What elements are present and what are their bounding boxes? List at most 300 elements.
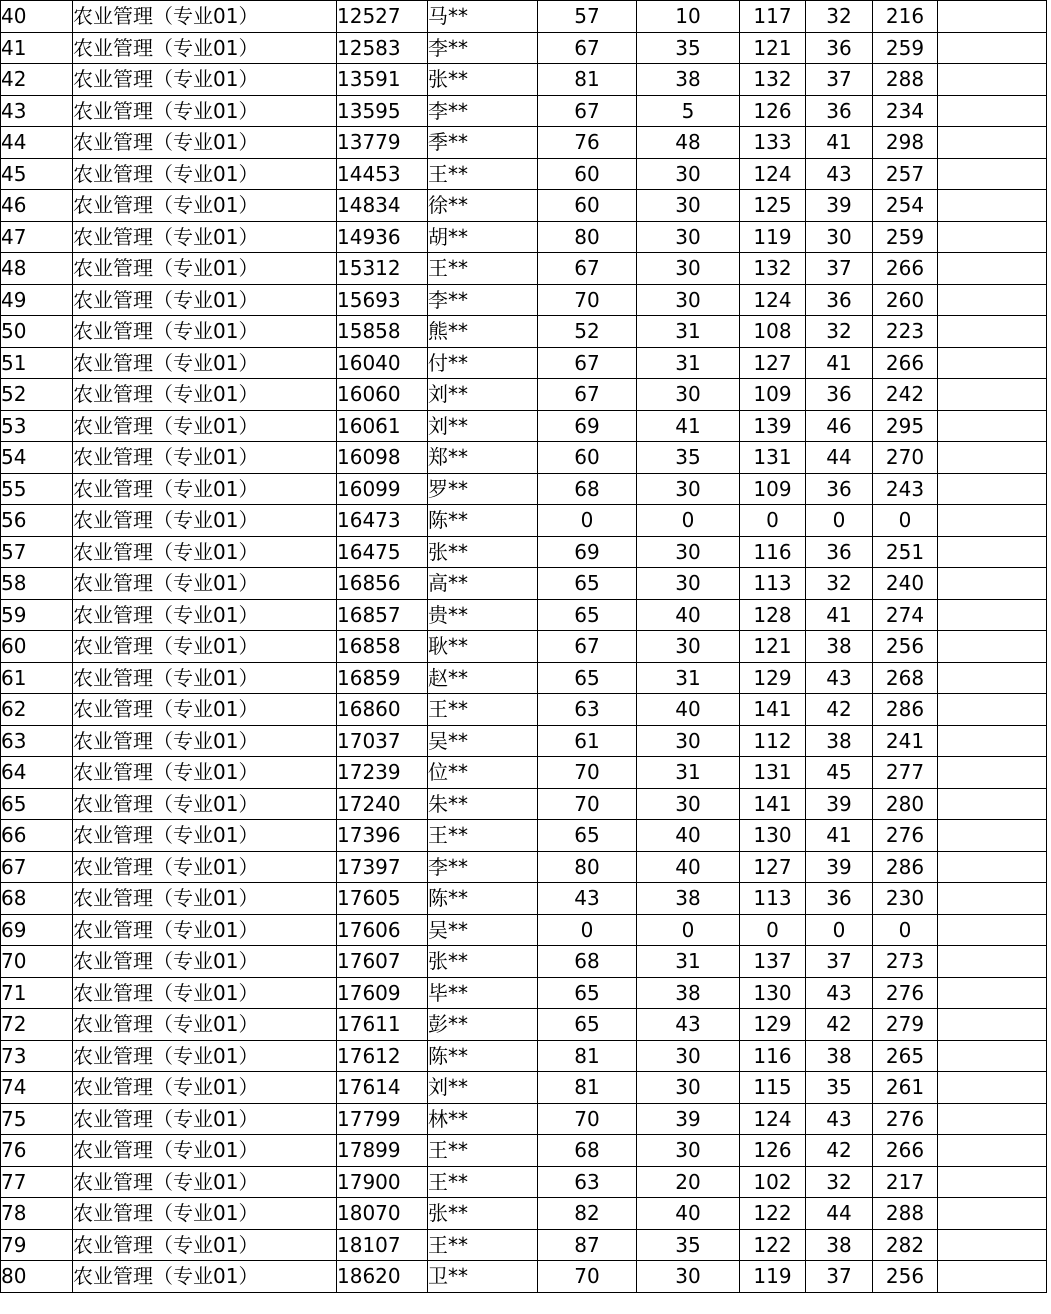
student-id-cell: 16858 [337,631,428,663]
student-id-cell: 15312 [337,253,428,285]
table-row [1,442,1047,474]
score-subject-1-cell: 108 [740,316,806,348]
major-name-cell: 农业管理（专业01） [73,190,337,222]
major-name-cell: 农业管理（专业01） [73,851,337,883]
score-total-cell: 266 [873,1135,938,1167]
score-total-cell: 251 [873,536,938,568]
score-politics-cell: 65 [538,1009,637,1041]
score-foreign-language-cell: 20 [637,1166,740,1198]
table-row [1,757,1047,789]
row-number-cell: 48 [1,253,73,285]
row-number-cell: 73 [1,1040,73,1072]
table-row [1,32,1047,64]
score-politics-cell: 70 [538,284,637,316]
row-number-cell: 43 [1,95,73,127]
table-row [1,851,1047,883]
score-foreign-language-cell: 31 [637,662,740,694]
table-row [1,977,1047,1009]
score-subject-1-cell: 0 [740,914,806,946]
score-foreign-language-cell: 30 [637,379,740,411]
score-subject-2-cell: 43 [806,977,873,1009]
score-foreign-language-cell: 30 [637,284,740,316]
student-name-cell: 罗** [428,473,538,505]
score-subject-1-cell: 116 [740,536,806,568]
student-id-cell: 14834 [337,190,428,222]
student-id-cell: 17037 [337,725,428,757]
score-foreign-language-cell: 30 [637,221,740,253]
student-id-cell: 17614 [337,1072,428,1104]
student-id-cell: 17799 [337,1103,428,1135]
table-row [1,253,1047,285]
major-name-cell: 农业管理（专业01） [73,1135,337,1167]
score-subject-1-cell: 127 [740,851,806,883]
note-cell [938,158,1047,190]
score-total-cell: 0 [873,505,938,537]
student-name-cell: 赵** [428,662,538,694]
score-subject-1-cell: 124 [740,158,806,190]
major-name-cell: 农业管理（专业01） [73,32,337,64]
major-name-cell: 农业管理（专业01） [73,946,337,978]
note-cell [938,410,1047,442]
student-id-cell: 17899 [337,1135,428,1167]
student-name-cell: 张** [428,64,538,96]
score-subject-2-cell: 38 [806,1040,873,1072]
score-total-cell: 265 [873,1040,938,1072]
score-subject-2-cell: 42 [806,1135,873,1167]
major-name-cell: 农业管理（专业01） [73,820,337,852]
score-subject-2-cell: 43 [806,662,873,694]
score-foreign-language-cell: 30 [637,1040,740,1072]
score-total-cell: 230 [873,883,938,915]
score-politics-cell: 68 [538,473,637,505]
row-number-cell: 54 [1,442,73,474]
score-subject-2-cell: 43 [806,158,873,190]
score-foreign-language-cell: 40 [637,1198,740,1230]
note-cell [938,284,1047,316]
score-subject-1-cell: 133 [740,127,806,159]
table-row [1,410,1047,442]
score-total-cell: 273 [873,946,938,978]
score-subject-1-cell: 122 [740,1198,806,1230]
score-subject-2-cell: 43 [806,1103,873,1135]
student-id-cell: 16099 [337,473,428,505]
student-name-cell: 刘** [428,1072,538,1104]
score-politics-cell: 70 [538,788,637,820]
student-id-cell: 13591 [337,64,428,96]
table-row [1,473,1047,505]
row-number-cell: 49 [1,284,73,316]
student-name-cell: 耿** [428,631,538,663]
score-subject-1-cell: 117 [740,1,806,33]
score-subject-1-cell: 126 [740,95,806,127]
score-subject-1-cell: 113 [740,568,806,600]
table-row [1,820,1047,852]
row-number-cell: 65 [1,788,73,820]
student-id-cell: 17239 [337,757,428,789]
row-number-cell: 78 [1,1198,73,1230]
score-politics-cell: 67 [538,347,637,379]
student-id-cell: 12583 [337,32,428,64]
student-id-cell: 17605 [337,883,428,915]
note-cell [938,820,1047,852]
score-foreign-language-cell: 41 [637,410,740,442]
note-cell [938,221,1047,253]
row-number-cell: 70 [1,946,73,978]
row-number-cell: 74 [1,1072,73,1104]
table-row [1,1229,1047,1261]
row-number-cell: 72 [1,1009,73,1041]
major-name-cell: 农业管理（专业01） [73,914,337,946]
student-id-cell: 12527 [337,1,428,33]
score-subject-2-cell: 37 [806,946,873,978]
major-name-cell: 农业管理（专业01） [73,631,337,663]
row-number-cell: 75 [1,1103,73,1135]
score-total-cell: 295 [873,410,938,442]
student-name-cell: 张** [428,1198,538,1230]
student-id-cell: 18620 [337,1261,428,1293]
score-total-cell: 266 [873,347,938,379]
note-cell [938,694,1047,726]
score-subject-2-cell: 39 [806,851,873,883]
major-name-cell: 农业管理（专业01） [73,883,337,915]
score-foreign-language-cell: 40 [637,820,740,852]
major-name-cell: 农业管理（专业01） [73,788,337,820]
note-cell [938,473,1047,505]
score-total-cell: 276 [873,1103,938,1135]
score-total-cell: 270 [873,442,938,474]
student-id-cell: 17611 [337,1009,428,1041]
score-subject-1-cell: 139 [740,410,806,442]
score-subject-2-cell: 38 [806,1229,873,1261]
note-cell [938,1072,1047,1104]
table-row [1,536,1047,568]
score-subject-1-cell: 116 [740,1040,806,1072]
student-name-cell: 付** [428,347,538,379]
table-row [1,662,1047,694]
score-foreign-language-cell: 30 [637,1261,740,1293]
student-id-cell: 17900 [337,1166,428,1198]
score-total-cell: 223 [873,316,938,348]
score-total-cell: 260 [873,284,938,316]
student-name-cell: 郑** [428,442,538,474]
score-foreign-language-cell: 40 [637,694,740,726]
student-name-cell: 卫** [428,1261,538,1293]
note-cell [938,1009,1047,1041]
student-name-cell: 林** [428,1103,538,1135]
note-cell [938,1229,1047,1261]
score-foreign-language-cell: 30 [637,473,740,505]
score-subject-1-cell: 102 [740,1166,806,1198]
score-subject-2-cell: 32 [806,316,873,348]
score-subject-2-cell: 39 [806,788,873,820]
score-politics-cell: 60 [538,190,637,222]
score-subject-2-cell: 32 [806,568,873,600]
score-politics-cell: 67 [538,32,637,64]
row-number-cell: 66 [1,820,73,852]
major-name-cell: 农业管理（专业01） [73,694,337,726]
score-subject-1-cell: 129 [740,662,806,694]
major-name-cell: 农业管理（专业01） [73,95,337,127]
score-politics-cell: 0 [538,505,637,537]
score-foreign-language-cell: 30 [637,568,740,600]
score-subject-1-cell: 132 [740,253,806,285]
score-total-cell: 288 [873,64,938,96]
table-row [1,347,1047,379]
student-id-cell: 16859 [337,662,428,694]
major-name-cell: 农业管理（专业01） [73,473,337,505]
major-name-cell: 农业管理（专业01） [73,662,337,694]
score-foreign-language-cell: 30 [637,1135,740,1167]
score-subject-1-cell: 119 [740,221,806,253]
major-name-cell: 农业管理（专业01） [73,284,337,316]
student-name-cell: 刘** [428,410,538,442]
score-subject-1-cell: 124 [740,1103,806,1135]
score-subject-2-cell: 32 [806,1166,873,1198]
score-total-cell: 234 [873,95,938,127]
student-name-cell: 王** [428,820,538,852]
row-number-cell: 55 [1,473,73,505]
score-subject-2-cell: 41 [806,127,873,159]
student-name-cell: 张** [428,536,538,568]
note-cell [938,977,1047,1009]
major-name-cell: 农业管理（专业01） [73,1,337,33]
note-cell [938,914,1047,946]
table-row [1,190,1047,222]
row-number-cell: 56 [1,505,73,537]
major-name-cell: 农业管理（专业01） [73,1198,337,1230]
score-subject-2-cell: 45 [806,757,873,789]
score-politics-cell: 43 [538,883,637,915]
score-politics-cell: 57 [538,1,637,33]
score-subject-2-cell: 41 [806,820,873,852]
score-total-cell: 288 [873,1198,938,1230]
row-number-cell: 50 [1,316,73,348]
score-foreign-language-cell: 35 [637,442,740,474]
score-subject-2-cell: 36 [806,284,873,316]
major-name-cell: 农业管理（专业01） [73,1229,337,1261]
student-id-cell: 17396 [337,820,428,852]
score-subject-2-cell: 36 [806,883,873,915]
score-total-cell: 242 [873,379,938,411]
row-number-cell: 47 [1,221,73,253]
student-id-cell: 17606 [337,914,428,946]
score-subject-2-cell: 46 [806,410,873,442]
score-politics-cell: 60 [538,442,637,474]
major-name-cell: 农业管理（专业01） [73,221,337,253]
score-foreign-language-cell: 39 [637,1103,740,1135]
score-total-cell: 276 [873,820,938,852]
row-number-cell: 46 [1,190,73,222]
note-cell [938,599,1047,631]
score-politics-cell: 65 [538,599,637,631]
score-subject-1-cell: 131 [740,757,806,789]
score-subject-2-cell: 32 [806,1,873,33]
score-foreign-language-cell: 0 [637,914,740,946]
table-row [1,1198,1047,1230]
row-number-cell: 68 [1,883,73,915]
row-number-cell: 76 [1,1135,73,1167]
note-cell [938,725,1047,757]
score-subject-1-cell: 109 [740,473,806,505]
score-total-cell: 243 [873,473,938,505]
student-name-cell: 李** [428,32,538,64]
score-subject-1-cell: 129 [740,1009,806,1041]
score-subject-2-cell: 36 [806,536,873,568]
major-name-cell: 农业管理（专业01） [73,410,337,442]
score-politics-cell: 63 [538,694,637,726]
row-number-cell: 42 [1,64,73,96]
table-row [1,379,1047,411]
student-name-cell: 季** [428,127,538,159]
score-total-cell: 280 [873,788,938,820]
student-name-cell: 李** [428,851,538,883]
score-politics-cell: 87 [538,1229,637,1261]
row-number-cell: 53 [1,410,73,442]
row-number-cell: 79 [1,1229,73,1261]
score-foreign-language-cell: 30 [637,725,740,757]
score-politics-cell: 69 [538,536,637,568]
note-cell [938,883,1047,915]
table-row [1,568,1047,600]
table-row [1,95,1047,127]
score-politics-cell: 68 [538,946,637,978]
score-total-cell: 216 [873,1,938,33]
score-foreign-language-cell: 31 [637,347,740,379]
note-cell [938,631,1047,663]
major-name-cell: 农业管理（专业01） [73,253,337,285]
table-row [1,127,1047,159]
student-id-cell: 17607 [337,946,428,978]
note-cell [938,1,1047,33]
score-total-cell: 240 [873,568,938,600]
score-foreign-language-cell: 43 [637,1009,740,1041]
table-row [1,694,1047,726]
score-foreign-language-cell: 0 [637,505,740,537]
score-subject-2-cell: 37 [806,64,873,96]
row-number-cell: 77 [1,1166,73,1198]
score-subject-2-cell: 30 [806,221,873,253]
score-total-cell: 274 [873,599,938,631]
major-name-cell: 农业管理（专业01） [73,505,337,537]
score-politics-cell: 67 [538,631,637,663]
score-table-body [1,1,1047,1293]
student-name-cell: 毕** [428,977,538,1009]
student-id-cell: 17397 [337,851,428,883]
row-number-cell: 57 [1,536,73,568]
score-subject-2-cell: 36 [806,95,873,127]
note-cell [938,95,1047,127]
table-row [1,1009,1047,1041]
major-name-cell: 农业管理（专业01） [73,316,337,348]
note-cell [938,568,1047,600]
score-subject-1-cell: 119 [740,1261,806,1293]
score-politics-cell: 67 [538,379,637,411]
row-number-cell: 59 [1,599,73,631]
student-name-cell: 王** [428,158,538,190]
table-row [1,221,1047,253]
score-total-cell: 286 [873,694,938,726]
score-total-cell: 259 [873,221,938,253]
score-total-cell: 0 [873,914,938,946]
student-name-cell: 徐** [428,190,538,222]
note-cell [938,1040,1047,1072]
table-row [1,788,1047,820]
student-id-cell: 14936 [337,221,428,253]
score-total-cell: 217 [873,1166,938,1198]
score-subject-2-cell: 38 [806,631,873,663]
note-cell [938,127,1047,159]
score-subject-2-cell: 42 [806,694,873,726]
major-name-cell: 农业管理（专业01） [73,442,337,474]
score-foreign-language-cell: 40 [637,599,740,631]
major-name-cell: 农业管理（专业01） [73,1261,337,1293]
student-name-cell: 李** [428,95,538,127]
note-cell [938,788,1047,820]
score-subject-2-cell: 37 [806,1261,873,1293]
major-name-cell: 农业管理（专业01） [73,1103,337,1135]
student-name-cell: 王** [428,1135,538,1167]
note-cell [938,347,1047,379]
table-row [1,1135,1047,1167]
score-subject-1-cell: 109 [740,379,806,411]
student-name-cell: 吴** [428,725,538,757]
student-name-cell: 陈** [428,1040,538,1072]
score-total-cell: 277 [873,757,938,789]
score-politics-cell: 80 [538,221,637,253]
score-politics-cell: 68 [538,1135,637,1167]
score-subject-2-cell: 38 [806,725,873,757]
score-foreign-language-cell: 30 [637,631,740,663]
score-subject-1-cell: 115 [740,1072,806,1104]
row-number-cell: 60 [1,631,73,663]
table-row [1,284,1047,316]
score-subject-1-cell: 141 [740,694,806,726]
table-row [1,1040,1047,1072]
student-name-cell: 王** [428,1229,538,1261]
student-id-cell: 18107 [337,1229,428,1261]
score-subject-1-cell: 131 [740,442,806,474]
student-name-cell: 彭** [428,1009,538,1041]
row-number-cell: 67 [1,851,73,883]
row-number-cell: 71 [1,977,73,1009]
student-id-cell: 16857 [337,599,428,631]
score-total-cell: 266 [873,253,938,285]
score-politics-cell: 82 [538,1198,637,1230]
score-politics-cell: 81 [538,1040,637,1072]
score-foreign-language-cell: 30 [637,158,740,190]
row-number-cell: 52 [1,379,73,411]
score-politics-cell: 60 [538,158,637,190]
note-cell [938,379,1047,411]
score-foreign-language-cell: 40 [637,851,740,883]
score-subject-1-cell: 132 [740,64,806,96]
score-politics-cell: 65 [538,977,637,1009]
table-row [1,1261,1047,1293]
major-name-cell: 农业管理（专业01） [73,1166,337,1198]
student-id-cell: 16475 [337,536,428,568]
row-number-cell: 80 [1,1261,73,1293]
major-name-cell: 农业管理（专业01） [73,725,337,757]
major-name-cell: 农业管理（专业01） [73,64,337,96]
table-row [1,64,1047,96]
score-total-cell: 259 [873,32,938,64]
score-subject-2-cell: 44 [806,442,873,474]
note-cell [938,32,1047,64]
student-name-cell: 马** [428,1,538,33]
score-foreign-language-cell: 30 [637,190,740,222]
table-row [1,599,1047,631]
major-name-cell: 农业管理（专业01） [73,536,337,568]
